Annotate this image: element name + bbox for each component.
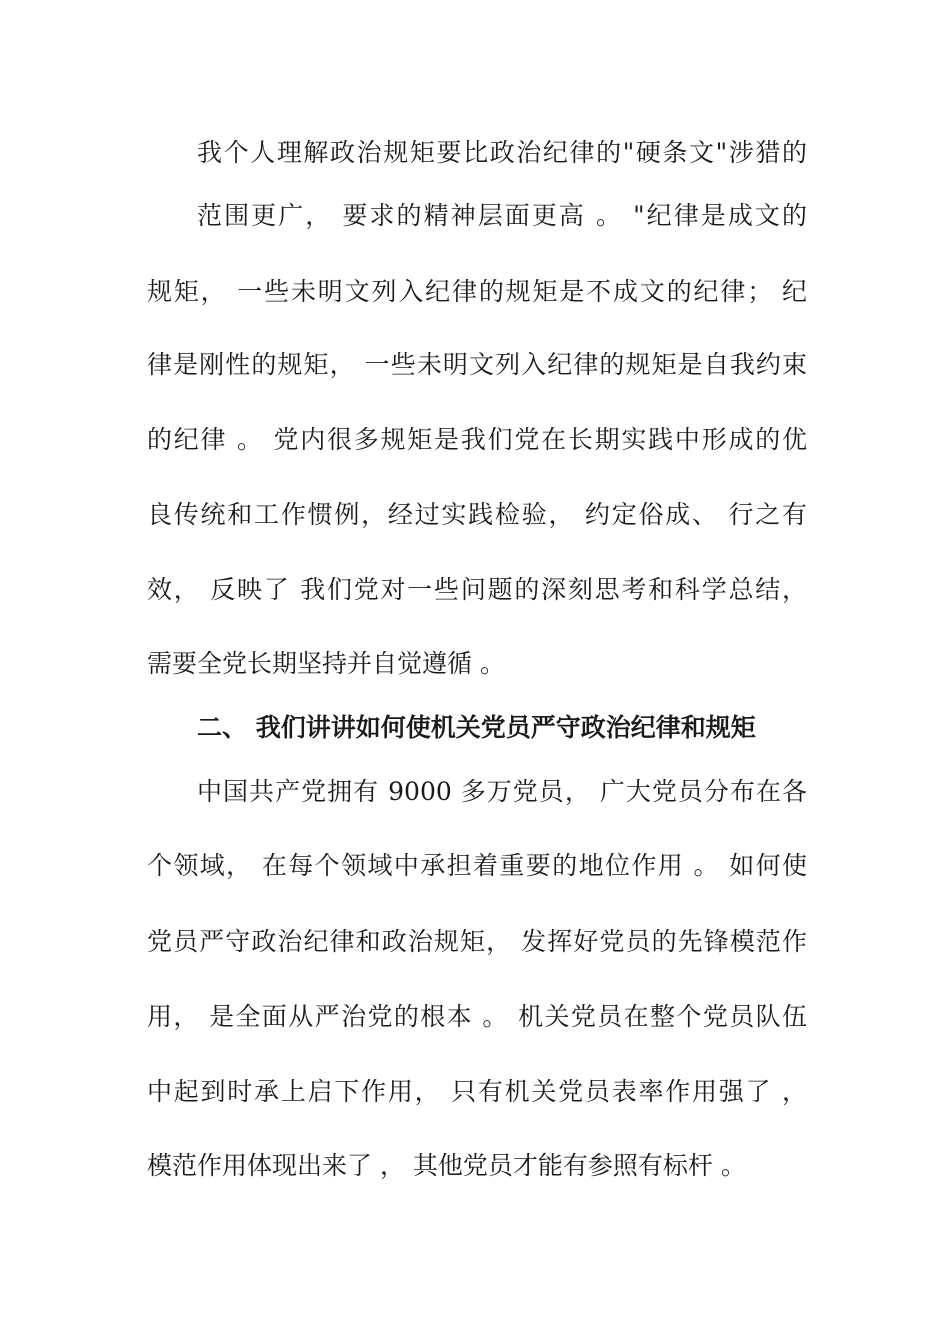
paragraph-2-line-1: 中国共产党拥有 9000 多万党员， 广大党员分布在各 <box>197 777 807 806</box>
section-heading: 二、 我们讲讲如何使机关党员严守政治纪律和规矩 <box>197 713 756 742</box>
paragraph-1-line-7: 效， 反映了 我们党对一些问题的深刻思考和科学总结， <box>147 575 807 604</box>
paragraph-1-line-1: 我个人理解政治规矩要比政治纪律的"硬条文"涉猎的 <box>197 138 807 167</box>
paragraph-1-line-5: 的纪律 。 党内很多规矩是我们党在长期实践中形成的优 <box>147 425 807 454</box>
paragraph-1-line-2: 范围更广， 要求的精神层面更高 。 "纪律是成文的 <box>197 201 807 230</box>
paragraph-2-line-6: 模范作用体现出来了 ， 其他党员才能有参照有标杆 。 <box>147 1151 746 1180</box>
paragraph-2-line-3: 党员严守政治纪律和政治规矩， 发挥好党员的先锋模范作 <box>147 927 807 956</box>
paragraph-2-line-4: 用， 是全面从严治党的根本 。 机关党员在整个党员队伍 <box>147 1002 807 1031</box>
paragraph-2-line-2: 个领域， 在每个领域中承担着重要的地位作用 。 如何使 <box>147 851 807 880</box>
paragraph-1-line-6: 良传统和工作惯例，经过实践检验， 约定俗成、 行之有 <box>147 500 807 529</box>
paragraph-1-line-8: 需要全党长期坚持并自觉遵循 。 <box>147 649 505 678</box>
paragraph-1-line-3: 规矩， 一些未明文列入纪律的规矩是不成文的纪律； 纪 <box>147 277 807 306</box>
paragraph-1-line-4: 律是刚性的规矩， 一些未明文列入纪律的规矩是自我约束 <box>147 350 807 379</box>
paragraph-2-line-5: 中起到时承上启下作用， 只有机关党员表率作用强了 ， <box>147 1077 807 1106</box>
